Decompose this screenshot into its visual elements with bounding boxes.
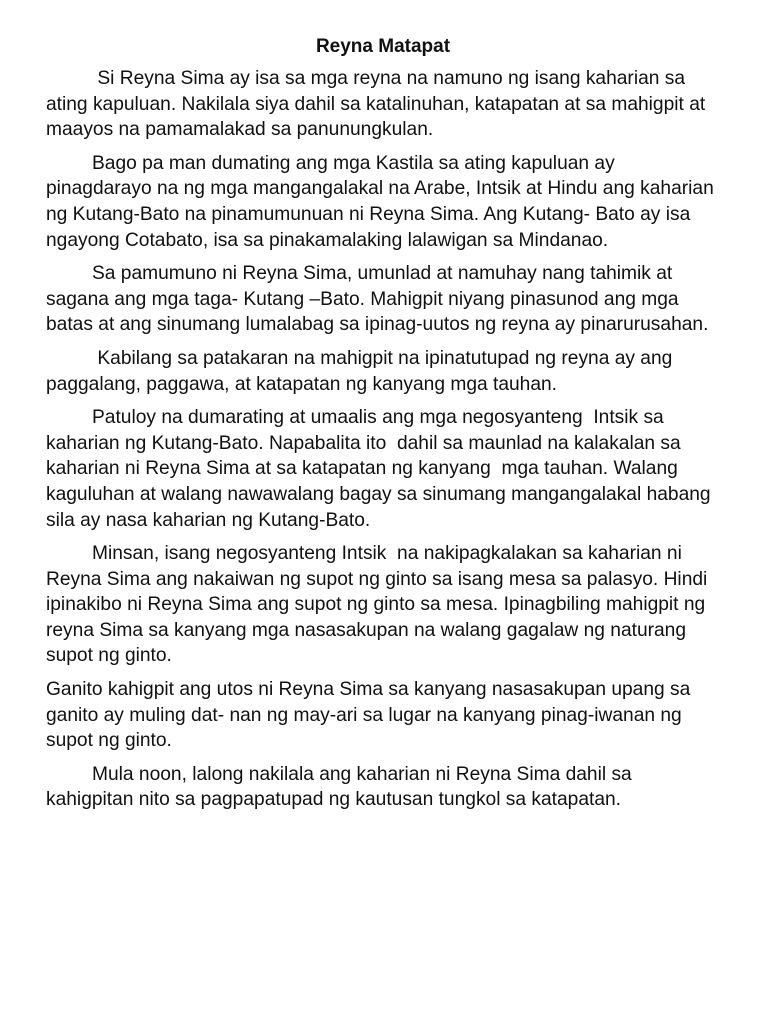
paragraph-7: Ganito kahigpit ang utos ni Reyna Sima sa kanyang nasasakupan upang sa ganito ay muling dat- nan ng may-ari sa lugar na kanyang pinag-iwanan ng supot ng ginto. xyxy=(46,679,696,752)
paragraph-4: Kabilang sa patakaran na mahigpit na ipinatutupad ng reyna ay ang paggalang, paggawa, at katapatan ng kanyang mga tauhan. xyxy=(46,347,678,395)
paragraph-6: Minsan, isang negosyanteng Intsik na nakipagkalakan sa kaharian ni Reyna Sima ang nakaiwan ng supot ng ginto sa isang mesa sa palasyo. Hindi ipinakibo ni Reyna Sima ang supot ng ginto sa mesa. Ipinagbiling mahigpit ng reyna Sima sa kanyang mga nasasakupan na walang gagalaw ng naturang supot ng ginto. xyxy=(46,543,713,667)
paragraph-5: Patuloy na dumarating at umaalis ang mga negosyanteng Intsik sa kaharian ng Kutang-Bato. Napabalita ito dahil sa maunlad na kalakalan sa kaharian ni Reyna Sima at sa katapatan ng kanyang mga tauhan. Walang kaguluhan at walang nawawalang bagay sa sinumang mangangalakal habang sila ay nasa kaharian ng Kutang-Bato. xyxy=(46,407,716,531)
paragraph-1: Si Reyna Sima ay isa sa mga reyna na namuno ng isang kaharian sa ating kapuluan. Nakilala siya dahil sa katalinuhan, katapatan at sa mahigpit at maayos na pamamalakad sa panunungkulan. xyxy=(46,68,711,141)
paragraph-2: Bago pa man dumating ang mga Kastila sa ating kapuluan ay pinagdarayo na ng mga mangangalakal na Arabe, Intsik at Hindu ang kaharian ng Kutang-Bato na pinamumunuan ni Reyna Sima. Ang Kutang- Bato ay isa ngayong Cotabato, isa sa pinakamalaking lalawigan sa Mindanao. xyxy=(46,152,720,251)
paragraph-3: Sa pamumuno ni Reyna Sima, umunlad at namuhay nang tahimik at sagana ang mga taga- Kutang –Bato. Mahigpit niyang pinasunod ang mga batas at ang sinumang lumalabag sa ipinag-uutos ng reyna ay pinarurusahan. xyxy=(46,263,709,336)
paragraph-8: Mula noon, lalong nakilala ang kaharian ni Reyna Sima dahil sa kahigpitan nito sa pagpapatupad ng kautusan tungkol sa katapatan. xyxy=(46,763,638,811)
document-title: Reyna Matapat xyxy=(315,36,451,57)
